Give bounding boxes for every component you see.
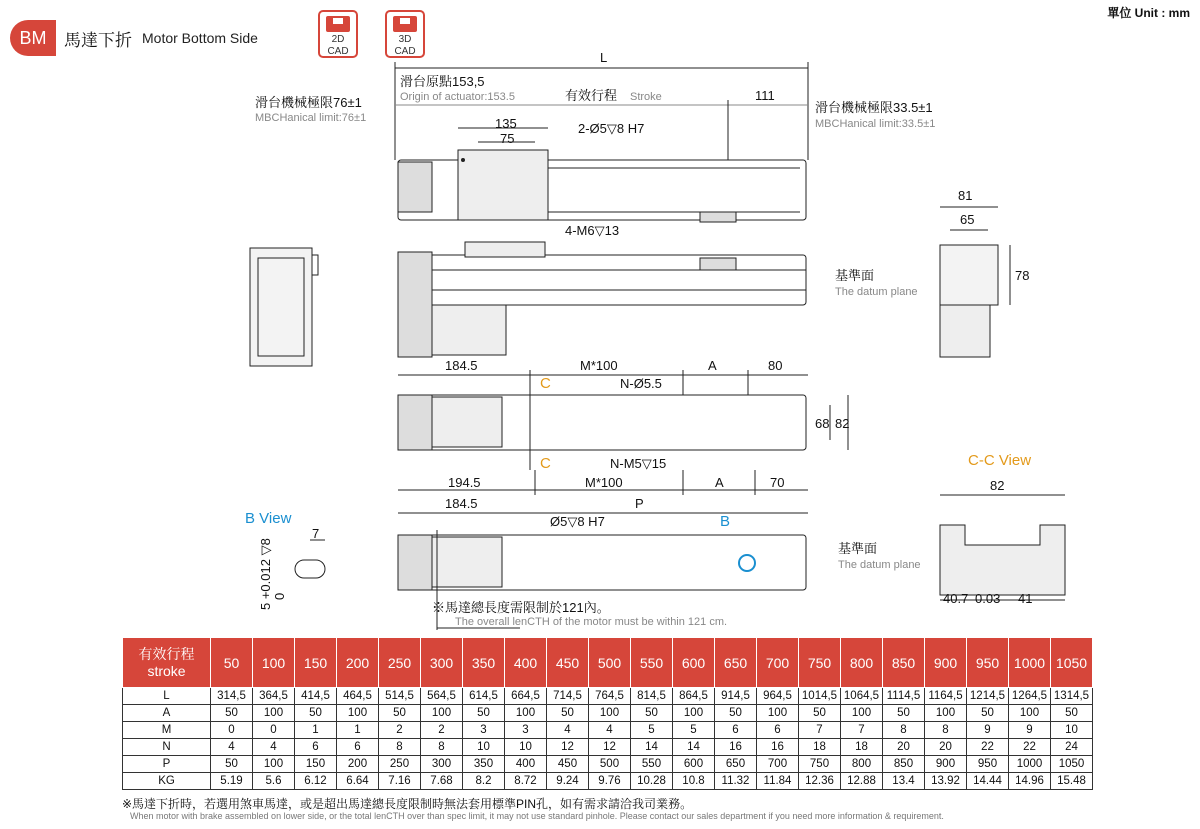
table-cell: 800 [841,756,883,773]
table-cell: 3 [505,722,547,739]
table-cell: 15.48 [1051,773,1093,790]
spec-table [122,637,1093,790]
table-cell: 22 [1009,739,1051,756]
dim-L: L [600,50,608,65]
stroke-col: 350 [463,638,505,688]
table-cell: 764,5 [589,688,631,705]
motor-block [398,252,432,357]
table-cell: 1050 [1051,756,1093,773]
table-cell: 100 [673,705,715,722]
table-cell: 1064,5 [841,688,883,705]
table-cell: 8 [883,722,925,739]
row-label: M [123,722,211,739]
table-cell: 100 [841,705,883,722]
end-view-right [940,245,998,305]
table-cell: 16 [715,739,757,756]
b-marker-label: B [720,513,731,530]
dim-m100: M*100 [580,358,618,373]
top-view-carriage [458,150,548,220]
dim-Ab: A [715,475,724,490]
table-cell: 50 [211,705,253,722]
stroke-col: 150 [295,638,337,688]
dim-111: 111 [755,88,775,103]
unit-label: 單位 Unit : mm [1107,6,1190,20]
end-view-left [250,248,312,366]
table-cell: 900 [925,756,967,773]
stroke-col: 900 [925,638,967,688]
table-cell: 7 [841,722,883,739]
table-cell: 0 [211,722,253,739]
table-cell: 664,5 [505,688,547,705]
table-cell: 4 [211,739,253,756]
title-chinese: 馬達下折 [64,30,132,50]
table-cell: 950 [967,756,1009,773]
dim-A: A [708,358,717,373]
table-cell: 10 [505,739,547,756]
table-cell: 100 [253,705,295,722]
table-cell: 50 [967,705,1009,722]
table-cell: 1000 [1009,756,1051,773]
stroke-header-en: stroke [147,662,186,679]
stroke-col: 100 [253,638,295,688]
flatness: 0.03 [975,591,1001,606]
table-cell: 12.36 [799,773,841,790]
table-cell: 100 [757,705,799,722]
row-label: KG [123,773,211,790]
table-cell: 414,5 [295,688,337,705]
hole-n55: N-Ø5.5 [620,376,662,391]
stroke-header [123,638,211,688]
dim-40-7: 40.7 [943,591,969,606]
table-cell: 5 [631,722,673,739]
mech-left-en: MBCHanical limit:76±1 [255,112,367,124]
table-cell: 8 [421,739,463,756]
stroke-cn: 有效行程 [565,88,618,103]
stroke-col: 800 [841,638,883,688]
table-cell: 7.16 [379,773,421,790]
table-cell: 20 [925,739,967,756]
dim-68: 68 [815,416,830,431]
title-english: Motor Bottom Side [142,30,258,46]
stroke-col: 600 [673,638,715,688]
table-cell: 1214,5 [967,688,1009,705]
tap-hole-label: 4-M6▽13 [565,223,620,238]
table-cell: 12.88 [841,773,883,790]
dim-135: 135 [495,116,517,131]
origin-cn: 滑台原點153,5 [400,74,485,89]
table-cell: 300 [421,756,463,773]
table-body [123,688,1093,790]
table-cell: 364,5 [253,688,295,705]
mech-right-en: MBCHanical limit:33.5±1 [815,118,936,130]
cc-section [940,525,1065,595]
table-cell: 400 [505,756,547,773]
cad-2d-label-bottom: CAD [327,46,349,57]
datum2-en: The datum plane [838,559,921,571]
datum-en: The datum plane [835,286,918,298]
stroke-col: 1000 [1009,638,1051,688]
dim-82: 82 [990,478,1005,493]
table-cell: 13.4 [883,773,925,790]
table-cell: 1 [295,722,337,739]
footnote-en: When motor with brake assembled on lower side, or the total lenCTH over than spec limit, it may not use standard pinhole. Please contact our sales department if you need more information & requirement. [130,811,944,821]
table-cell: 6 [715,722,757,739]
table-cell: 8 [925,722,967,739]
table-cell: 22 [967,739,1009,756]
table-cell: 100 [253,756,295,773]
table-cell: 1 [337,722,379,739]
pin2-label: Ø5▽8 H7 [550,514,605,529]
table-row [123,773,1093,790]
dim-41: 41 [1018,591,1033,606]
table-cell: 964,5 [757,688,799,705]
table-cell: 5.6 [253,773,295,790]
table-cell: 1164,5 [925,688,967,705]
table-cell: 200 [337,756,379,773]
row-label: N [123,739,211,756]
table-cell: 50 [631,705,673,722]
table-cell: 50 [715,705,757,722]
table-cell: 0 [253,722,295,739]
tolerance-label: 5 +0.012 ▽8 [258,538,273,610]
mech-left-cn: 滑台機械極限76±1 [255,95,362,110]
table-cell: 614,5 [463,688,505,705]
stroke-col: 650 [715,638,757,688]
table-cell: 150 [295,756,337,773]
table-cell: 14 [673,739,715,756]
table-row [123,722,1093,739]
table-cell: 500 [589,756,631,773]
row-label: L [123,688,211,705]
stroke-col: 50 [211,638,253,688]
table-cell: 10 [1051,722,1093,739]
table-cell: 10.8 [673,773,715,790]
table-cell: 914,5 [715,688,757,705]
model-badge: BM [10,20,56,56]
table-cell: 100 [925,705,967,722]
table-cell: 20 [883,739,925,756]
table-cell: 50 [463,705,505,722]
table-cell: 464,5 [337,688,379,705]
table-cell: 6 [337,739,379,756]
datum2-cn: 基準面 [838,541,878,556]
table-cell: 6 [295,739,337,756]
mech-right-cn: 滑台機械極限33.5±1 [815,100,933,115]
table-cell: 700 [757,756,799,773]
dim-P: P [635,496,644,511]
table-cell: 9 [967,722,1009,739]
dim-78: 78 [1015,268,1030,283]
row-label: P [123,756,211,773]
table-cell: 50 [547,705,589,722]
table-cell: 9.24 [547,773,589,790]
stroke-col: 250 [379,638,421,688]
dim-7: 7 [312,526,320,541]
table-cell: 10.28 [631,773,673,790]
pin-hole-label: 2-Ø5▽8 H7 [578,121,645,136]
dim-82v: 82 [835,416,850,431]
table-row [123,688,1093,705]
table-row [123,705,1093,722]
table-cell: 8.2 [463,773,505,790]
table-cell: 50 [1051,705,1093,722]
table-cell: 1114,5 [883,688,925,705]
table-cell: 1014,5 [799,688,841,705]
table-cell: 564,5 [421,688,463,705]
table-cell: 8 [379,739,421,756]
row-label: A [123,705,211,722]
table-cell: 100 [337,705,379,722]
table-cell: 6 [757,722,799,739]
table-cell: 1314,5 [1051,688,1093,705]
dim-184-5b: 184.5 [445,496,478,511]
table-cell: 1264,5 [1009,688,1051,705]
table-cell: 18 [841,739,883,756]
table-cell: 18 [799,739,841,756]
table-row [123,756,1093,773]
table-cell: 100 [589,705,631,722]
table-cell: 100 [1009,705,1051,722]
stroke-col: 400 [505,638,547,688]
table-cell: 14.96 [1009,773,1051,790]
stroke-en: Stroke [630,91,662,103]
dim-81: 81 [958,188,973,203]
table-cell: 100 [421,705,463,722]
b-view-label: B View [245,510,292,527]
stroke-col: 550 [631,638,673,688]
table-cell: 50 [799,705,841,722]
tolerance-zero: 0 [272,592,287,600]
table-cell: 10 [463,739,505,756]
stroke-header-cn: 有效行程 [138,645,195,662]
dim-194-5: 194.5 [448,475,481,490]
stroke-col: 950 [967,638,1009,688]
stroke-col: 850 [883,638,925,688]
table-cell: 11.32 [715,773,757,790]
side-view-body [398,255,806,305]
table-cell: 350 [463,756,505,773]
table-cell: 5 [673,722,715,739]
table-row [123,739,1093,756]
table-cell: 4 [253,739,295,756]
table-cell: 864,5 [673,688,715,705]
section-c-bottom: C [540,455,551,472]
dim-80: 80 [768,358,783,373]
stroke-col: 750 [799,638,841,688]
table-cell: 850 [883,756,925,773]
dim-184-5: 184.5 [445,358,478,373]
table-cell: 100 [505,705,547,722]
datum-cn: 基準面 [835,268,875,283]
table-cell: 6.64 [337,773,379,790]
table-cell: 2 [421,722,463,739]
table-cell: 50 [883,705,925,722]
table-cell: 9 [1009,722,1051,739]
dim-70: 70 [770,475,785,490]
cad-2d-label-top: 2D [331,34,345,45]
table-cell: 12 [547,739,589,756]
table-cell: 314,5 [211,688,253,705]
stroke-col: 200 [337,638,379,688]
table-cell: 3 [463,722,505,739]
table-cell: 13.92 [925,773,967,790]
table-cell: 24 [1051,739,1093,756]
table-cell: 11.84 [757,773,799,790]
table-cell: 5.19 [211,773,253,790]
table-cell: 600 [673,756,715,773]
stroke-col: 700 [757,638,799,688]
table-cell: 14 [631,739,673,756]
table-cell: 50 [295,705,337,722]
table-cell: 6.12 [295,773,337,790]
stroke-col: 300 [421,638,463,688]
footnote-cn: ※馬達下折時，若選用煞車馬達，或是超出馬達總長度限制時無法套用標準PIN孔，如有需求請洽我司業務。 [122,797,693,811]
dim-65: 65 [960,212,975,227]
table-cell: 2 [379,722,421,739]
table-cell: 714,5 [547,688,589,705]
table-cell: 4 [589,722,631,739]
table-cell: 550 [631,756,673,773]
table-cell: 450 [547,756,589,773]
table-cell: 750 [799,756,841,773]
table-cell: 14.44 [967,773,1009,790]
stroke-col: 450 [547,638,589,688]
table-cell: 12 [589,739,631,756]
table-cell: 250 [379,756,421,773]
cad-3d-label-top: 3D [398,34,412,45]
motor-note-cn: ※馬達總長度需限制於121內。 [432,600,610,615]
stroke-col: 1050 [1051,638,1093,688]
table-cell: 4 [547,722,589,739]
section-c-top: C [540,375,551,392]
cad-3d-label-bottom: CAD [394,46,416,57]
dim-75: 75 [500,131,515,146]
table-cell: 50 [379,705,421,722]
stroke-col: 500 [589,638,631,688]
table-cell: 7 [799,722,841,739]
table-cell: 16 [757,739,799,756]
cc-view-label: C-C View [968,452,1032,469]
table-cell: 650 [715,756,757,773]
table-cell: 9.76 [589,773,631,790]
table-cell: 8.72 [505,773,547,790]
table-cell: 514,5 [379,688,421,705]
origin-en: Origin of actuator:153.5 [400,91,515,103]
table-cell: 7.68 [421,773,463,790]
table-cell: 50 [211,756,253,773]
motor-note-en: The overall lenCTH of the motor must be within 121 cm. [455,616,728,628]
table-header-row [123,638,1093,688]
table-cell: 814,5 [631,688,673,705]
hole-nm5: N-M5▽15 [610,456,667,471]
b-view-marker [739,555,755,571]
dim-m100b: M*100 [585,475,623,490]
